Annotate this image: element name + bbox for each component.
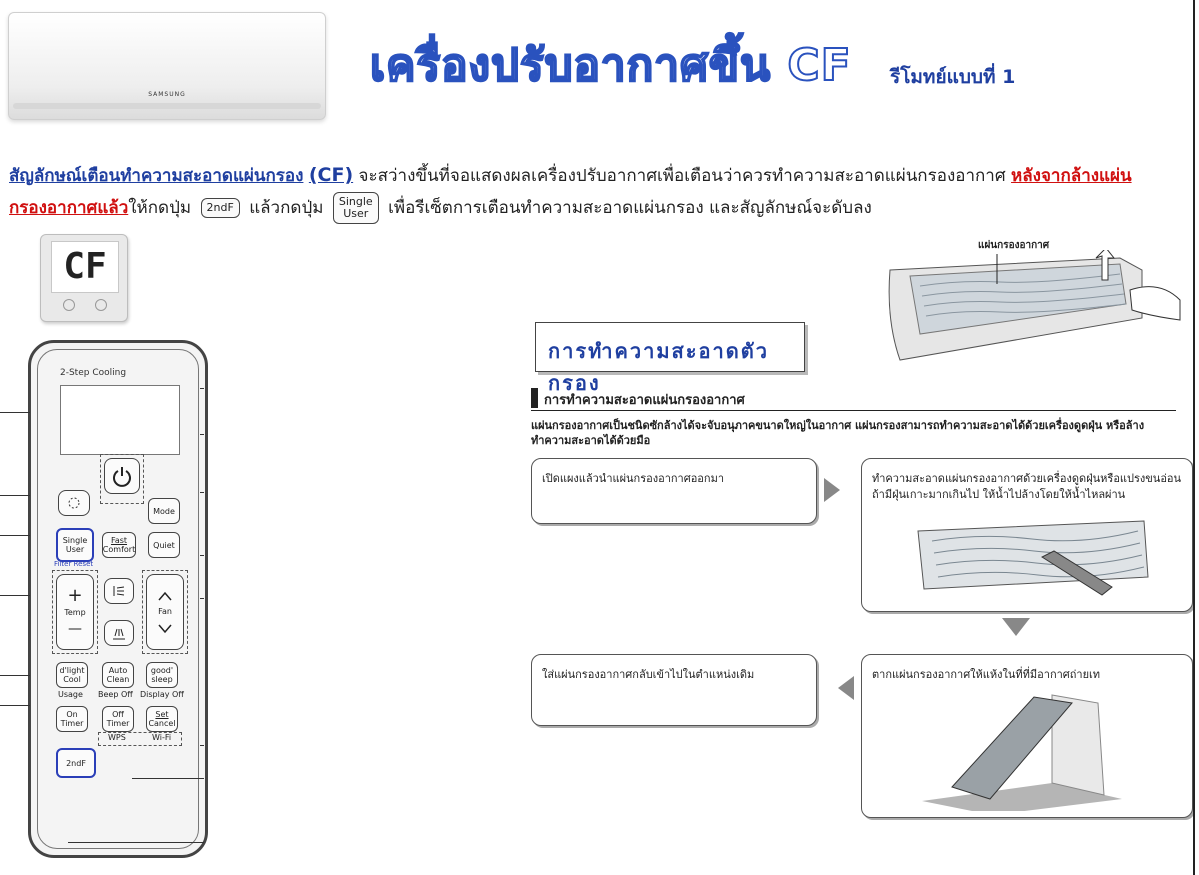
good-sleep-button[interactable]: [146, 662, 178, 688]
callout-line: [0, 595, 30, 596]
callout-line: [132, 778, 204, 779]
fast-comfort-button[interactable]: [102, 532, 136, 558]
mode-button[interactable]: Mode: [148, 498, 180, 524]
good-label: good': [150, 666, 174, 675]
callout-line: [200, 598, 204, 599]
arrow-right-icon: [824, 478, 840, 502]
swing-horizontal-icon: [111, 626, 127, 640]
callout-line: [0, 535, 30, 536]
cool-label: Cool: [63, 675, 81, 684]
on-timer-label: Timer: [60, 719, 84, 728]
vertical-swing-button[interactable]: [104, 578, 134, 604]
right-border: [1193, 0, 1195, 875]
temp-down-icon[interactable]: —: [68, 621, 82, 637]
swing-icon: [66, 496, 82, 510]
filter-label: แผ่นกรองอากาศ: [978, 240, 1050, 251]
usage-label: Usage: [58, 690, 83, 699]
sun-indicator-icon: [95, 299, 107, 311]
remote-body: [37, 349, 199, 849]
horizontal-swing-button[interactable]: [104, 620, 134, 646]
arrow-down-icon: [1002, 618, 1030, 636]
step-1-box: [531, 458, 817, 524]
callout-line: [0, 412, 30, 413]
ac-unit-image: [8, 12, 326, 120]
step-2-text: ทำความสะอาดแผ่นกรองอากาศด้วยเครื่องดูดฝุ่นหรือแปรงขนอ่อนถ้ามีฝุ่นเกาะมากเกินไป ให้น้ำไปล้างโดยให้น้ำไหลผ่าน: [872, 472, 1182, 501]
power-button[interactable]: [104, 458, 140, 494]
page-title: เครื่องปรับอากาศขึ้น CF: [370, 40, 852, 91]
single-user-button[interactable]: [56, 528, 94, 562]
swing-button[interactable]: [58, 490, 90, 516]
temp-up-icon[interactable]: +: [67, 585, 83, 606]
section-description: แผ่นกรองอากาศเป็นชนิดซักล้างได้จะจับอนุภาคขนาดใหญ่ในอากาศ แผ่นกรองสามารถทำความสะอาดได้ด้วยเครื่องดูดฝุ่น หรือล้างทำความสะอาดได้ด้วยมือ: [531, 419, 1145, 447]
quiet-button[interactable]: Quiet: [148, 532, 180, 558]
callout-line: [200, 388, 204, 389]
symbol-link[interactable]: สัญลักษณ์เตือนทำความสะอาดแผ่นกรอง: [9, 166, 304, 186]
callout-line: [0, 495, 30, 496]
temp-label: Temp: [64, 608, 86, 617]
remote-control: [28, 340, 208, 858]
cf-link[interactable]: (CF): [308, 164, 354, 186]
callout-line: [200, 745, 204, 746]
auto-label: Auto: [108, 666, 128, 675]
cf-display-panel: [40, 234, 128, 322]
description-paragraph: [9, 160, 1139, 224]
step-2-box: [861, 458, 1193, 612]
remote-lcd: [60, 385, 180, 455]
second-f-button[interactable]: 2ndF: [56, 748, 96, 778]
arrow-left-icon: [838, 676, 854, 700]
display-off-label: Display Off: [140, 690, 184, 699]
power-icon: [111, 465, 133, 487]
on-label: On: [66, 710, 78, 719]
callout-line: [0, 705, 30, 706]
filter-reset-label: Filter Reset: [54, 560, 94, 568]
callout-line: [200, 492, 204, 493]
ac-filter-photo: [880, 250, 1190, 380]
key-2ndf: 2ndF: [201, 198, 240, 218]
after-wash-link[interactable]: หลังจากล้างแผ่นกรองอากาศแล้ว: [9, 166, 1132, 218]
section-divider: [531, 410, 1176, 411]
section-title: การทำความสะอาดแผ่นกรองอากาศ: [544, 393, 745, 408]
fan-rocker[interactable]: [146, 574, 184, 650]
clean-label: Clean: [106, 675, 130, 684]
cancel-label: Cancel: [148, 719, 176, 728]
cleaning-title: การทำความสะอาดตัวกรอง: [548, 339, 769, 395]
auto-clean-button[interactable]: [102, 662, 134, 688]
ac-brand: SAMSUNG: [148, 91, 186, 98]
step-4-box: [531, 654, 817, 726]
fan-label: Fan: [158, 607, 172, 616]
remote-title: 2-Step Cooling: [60, 368, 127, 378]
off-timer-button[interactable]: [102, 706, 134, 732]
chevron-up-icon[interactable]: [157, 590, 173, 602]
callout-line: [0, 675, 30, 676]
key-single-user: Single User: [333, 192, 379, 224]
sleep-label: sleep: [151, 675, 173, 684]
step-3-text: ตากแผ่นกรองอากาศให้แห้งในที่ที่มีอากาศถ่ายเท: [872, 668, 1101, 681]
ac-vent: [13, 103, 321, 109]
beep-off-label: Beep Off: [98, 690, 133, 699]
step-4-text: ใส่แผ่นกรองอากาศกลับเข้าไปในตำแหน่งเดิม: [542, 668, 755, 681]
cf-display-screen: CF: [51, 241, 119, 293]
dlight-cool-button[interactable]: [56, 662, 88, 688]
fast-label: Fast: [110, 536, 128, 545]
dlight-label: d'light: [59, 666, 85, 675]
cleaning-title-box: [535, 322, 805, 395]
timer-indicator-icon: [63, 299, 75, 311]
step-3-box: [861, 654, 1193, 818]
remote-type-label: รีโมทย์แบบที่ 1: [890, 66, 1016, 88]
set-label: Set: [155, 710, 169, 719]
desc-text-4: เพื่อรีเซ็ตการเตือนทำความสะอาดแผ่นกรอง และสัญลักษณ์จะดับลง: [388, 198, 872, 218]
on-timer-button[interactable]: [56, 706, 88, 732]
callout-line: [200, 555, 204, 556]
off-label: Off: [112, 710, 124, 719]
callout-line: [200, 434, 204, 435]
filter-vacuum-illustration: [912, 517, 1152, 601]
off-timer-label: Timer: [106, 719, 130, 728]
swing-vertical-icon: [111, 584, 127, 598]
set-cancel-button[interactable]: [146, 706, 178, 732]
comfort-label: Comfort: [102, 545, 136, 554]
callout-line: [68, 842, 204, 843]
wifi-label: Wi-Fi: [152, 733, 172, 742]
wps-label: WPS: [108, 733, 126, 742]
filter-drying-illustration: [922, 691, 1122, 811]
user-label: User: [65, 545, 85, 554]
chevron-down-icon[interactable]: [157, 622, 173, 634]
single-label: Single: [62, 536, 88, 545]
section-bar: [531, 388, 538, 408]
temp-rocker[interactable]: [56, 574, 94, 650]
desc-text-3: แล้วกดปุ่ม: [249, 198, 324, 218]
step-1-text: เปิดแผงแล้วนำแผ่นกรองอากาศออกมา: [542, 472, 724, 485]
desc-text-1: จะสว่างขึ้นที่จอแสดงผลเครื่องปรับอากาศเพื่อเตือนว่าควรทำความสะอาดแผ่นกรองอากาศ: [353, 166, 1012, 186]
desc-text-2: ให้กดปุ่ม: [128, 198, 192, 218]
